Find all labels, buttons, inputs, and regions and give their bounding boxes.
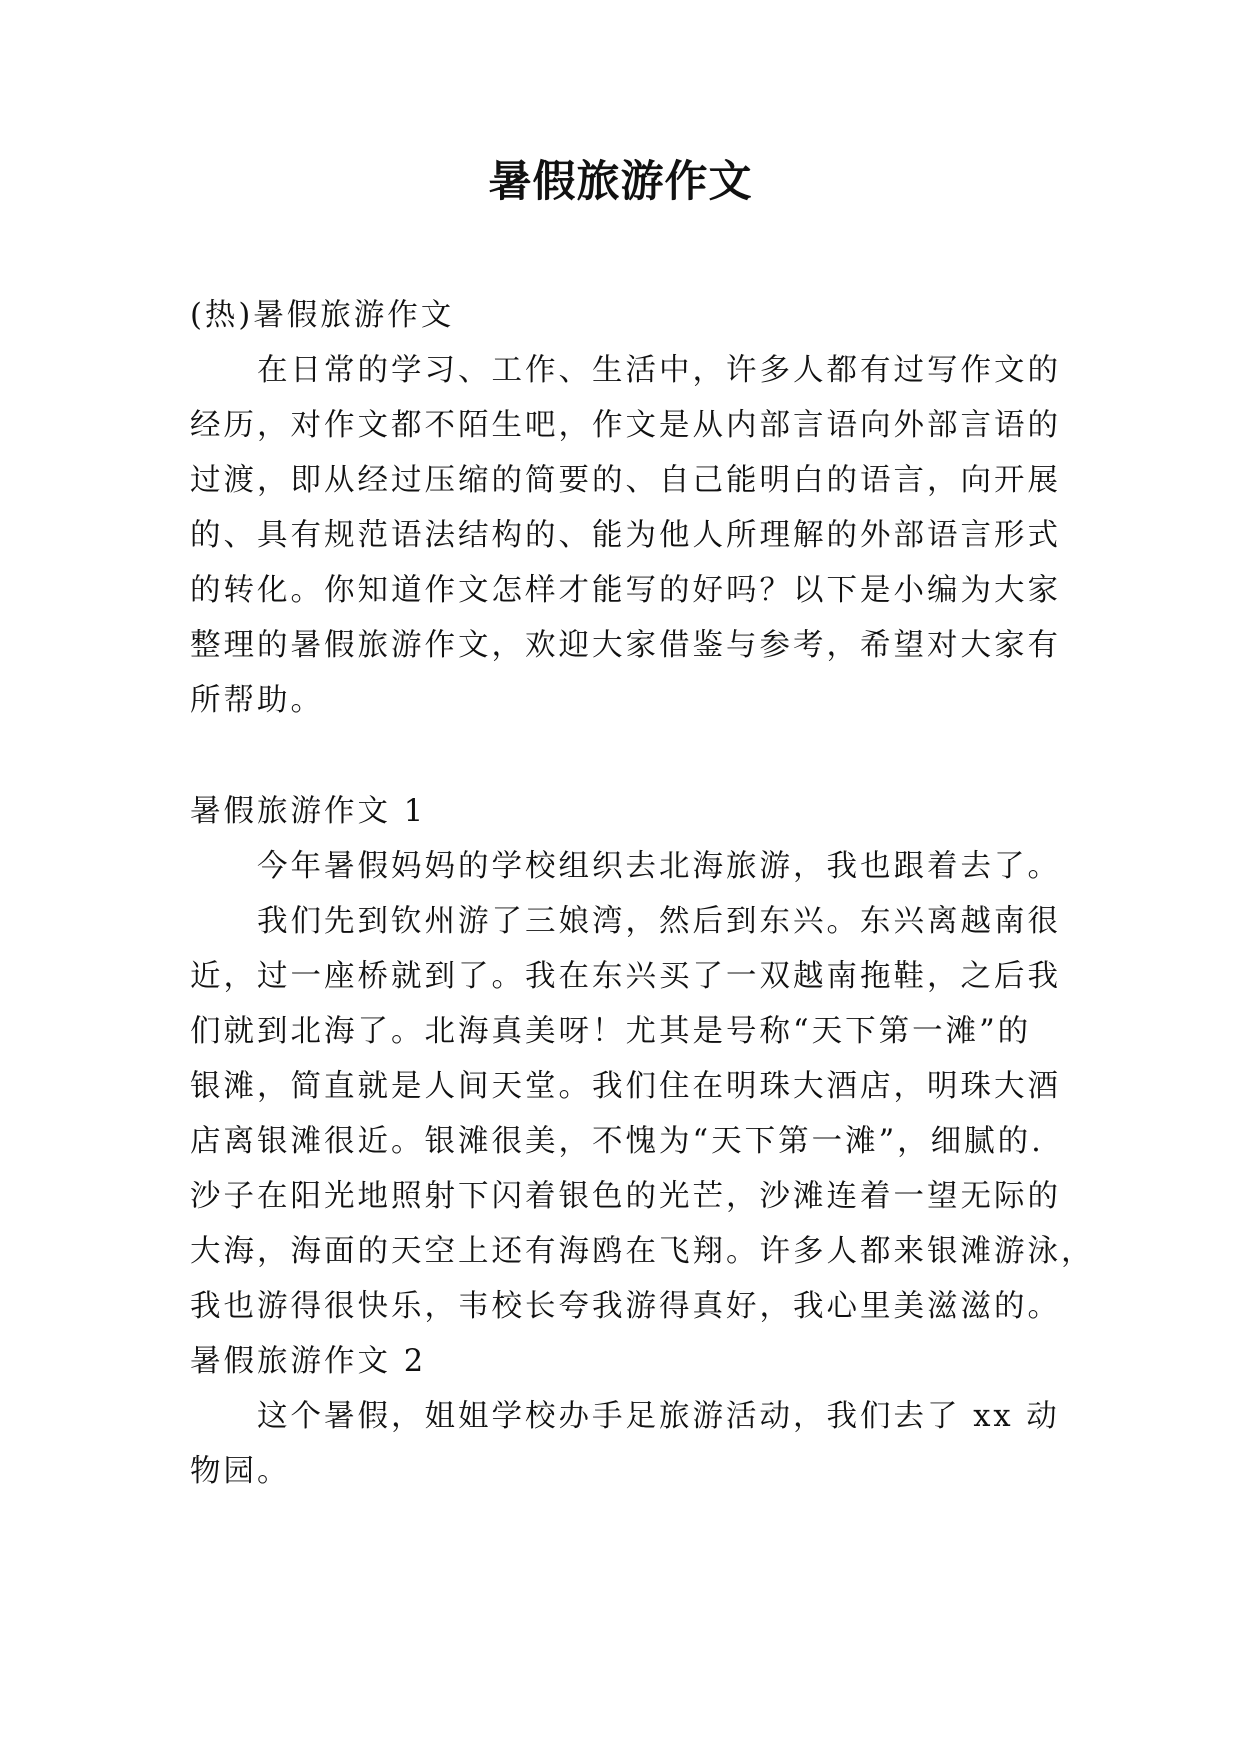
essay1-paragraph-1: 今年暑假妈妈的学校组织去北海旅游，我也跟着去了。	[257, 849, 1061, 884]
text-line: 的、具有规范语法结构的、能为他人所理解的外部语言形式	[190, 518, 1061, 553]
text-line: 近，过一座桥就到了。我在东兴买了一双越南拖鞋，之后我	[190, 959, 1061, 994]
essay2-heading: 暑假旅游作文 2	[190, 1344, 427, 1379]
subtitle: (热)暑假旅游作文	[190, 298, 455, 333]
essay1-paragraph-2	[190, 894, 1095, 1334]
text-line: 所帮助。	[190, 683, 324, 718]
essay1-heading: 暑假旅游作文 1	[190, 794, 427, 829]
essay2-paragraph-1	[190, 1389, 1060, 1499]
text-line: 们就到北海了。北海真美呀！尤其是号称“天下第一滩”的	[190, 1014, 1032, 1049]
text-line: 这个暑假，姐姐学校办手足旅游活动，我们去了 xx 动	[257, 1399, 1060, 1434]
text-line: 过渡，即从经过压缩的简要的、自己能明白的语言，向开展	[190, 463, 1061, 498]
text-line: 经历，对作文都不陌生吧，作文是从内部言语向外部言语的	[190, 408, 1061, 443]
text-line: 沙子在阳光地照射下闪着银色的光芒，沙滩连着一望无际的	[190, 1179, 1061, 1214]
text-line: 银滩，简直就是人间天堂。我们住在明珠大酒店，明珠大酒	[190, 1069, 1061, 1104]
document-body	[190, 288, 1095, 1499]
paragraph-gap	[190, 728, 1054, 784]
intro-paragraph	[190, 343, 1061, 728]
document-title: 暑假旅游作文	[488, 157, 753, 207]
text-line: 我也游得很快乐，韦校长夸我游得真好，我心里美滋滋的。	[190, 1289, 1061, 1324]
text-line: 大海，海面的天空上还有海鸥在飞翔。许多人都来银滩游泳，	[190, 1234, 1095, 1269]
text-line: 店离银滩很近。银滩很美，不愧为“天下第一滩”，细腻的.	[190, 1124, 1044, 1159]
text-line: 在日常的学习、工作、生活中，许多人都有过写作文的	[257, 353, 1061, 388]
text-line: 的转化。你知道作文怎样才能写的好吗？以下是小编为大家	[190, 573, 1061, 608]
text-line: 我们先到钦州游了三娘湾，然后到东兴。东兴离越南很	[257, 904, 1061, 939]
text-line: 物园。	[190, 1454, 291, 1489]
text-line: 整理的暑假旅游作文，欢迎大家借鉴与参考，希望对大家有	[190, 628, 1061, 663]
